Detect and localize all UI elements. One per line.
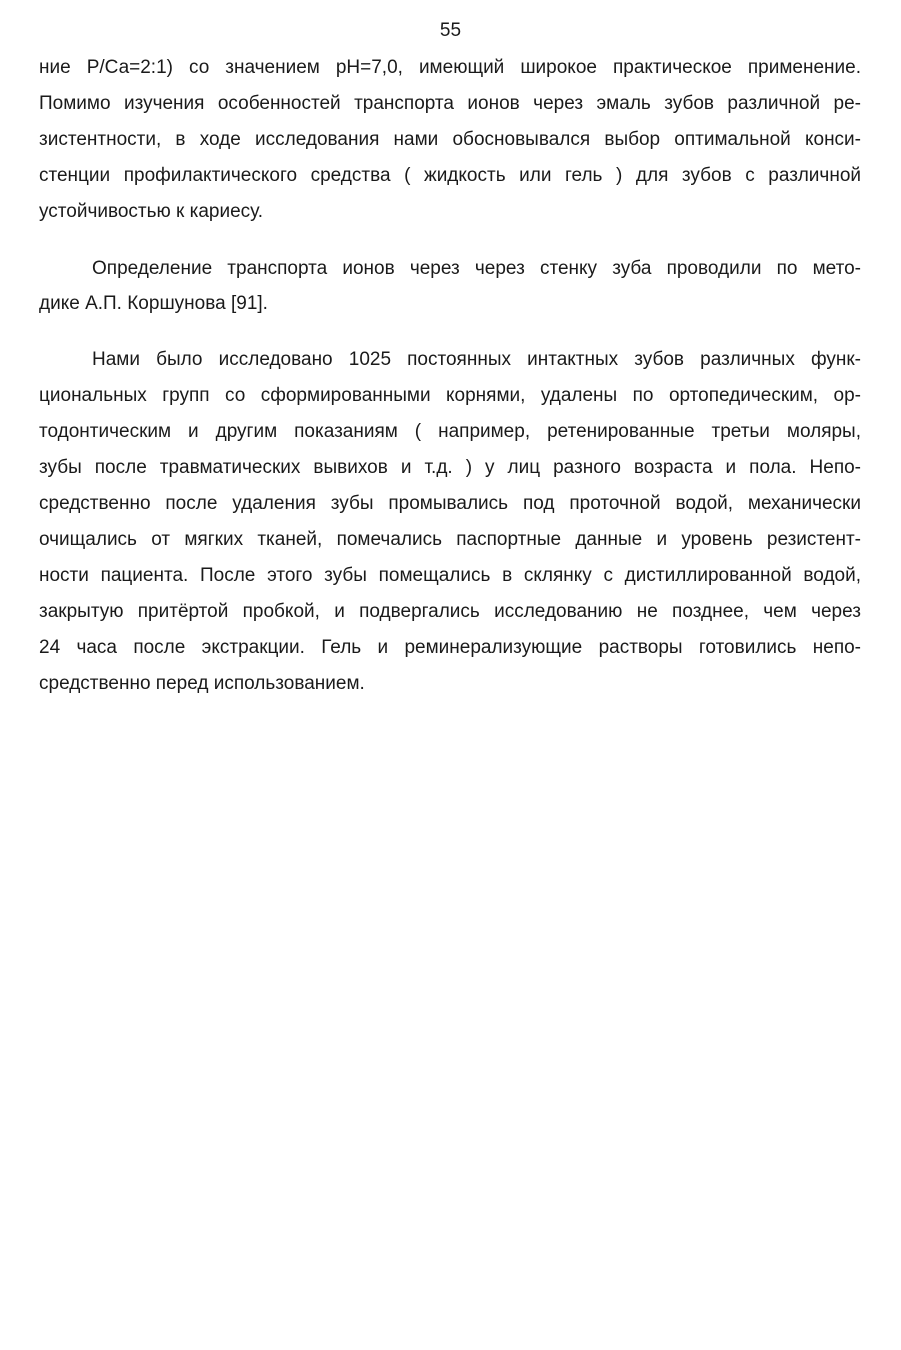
text-line: зубы после травматических вывихов и т.д. ) у лиц разного возраста и пола. Непо- <box>39 457 861 478</box>
text-line: тодонтическим и другим показаниям ( например, ретенированные третьи моляры, <box>39 421 861 442</box>
text-line: 24 часа после экстракции. Гель и реминерализующие растворы готовились непо- <box>39 637 861 658</box>
page-number: 55 <box>439 20 462 41</box>
text-line: ние Р/Са=2:1) со значением рН=7,0, имеющий широкое практическое применение. <box>39 57 861 78</box>
text-line: ности пациента. После этого зубы помещались в склянку с дистиллированной водой, <box>39 565 861 586</box>
text-line: очищались от мягких тканей, помечались паспортные данные и уровень резистент- <box>39 529 861 550</box>
text-line: зистентности, в ходе исследования нами обосновывался выбор оптимальной конси- <box>39 129 861 150</box>
text-line: Помимо изучения особенностей транспорта ионов через эмаль зубов различной ре- <box>39 93 861 114</box>
text-line: средственно перед использованием. <box>39 673 365 694</box>
text-line: циональных групп со сформированными корнями, удалены по ортопедическим, ор- <box>39 385 861 406</box>
text-line: стенции профилактического средства ( жидкость или гель ) для зубов с различной <box>39 165 861 186</box>
text-line: закрытую притёртой пробкой, и подвергались исследованию не позднее, чем через <box>39 601 861 622</box>
text-line: устойчивостью к кариесу. <box>39 201 264 222</box>
text-line: дике А.П. Коршунова [91]. <box>39 293 268 314</box>
text-line: Нами было исследовано 1025 постоянных интактных зубов различных функ- <box>92 349 861 370</box>
text-line: Определение транспорта ионов через через стенку зуба проводили по мето- <box>92 258 861 279</box>
text-line: средственно после удаления зубы промывались под проточной водой, механически <box>39 493 861 514</box>
